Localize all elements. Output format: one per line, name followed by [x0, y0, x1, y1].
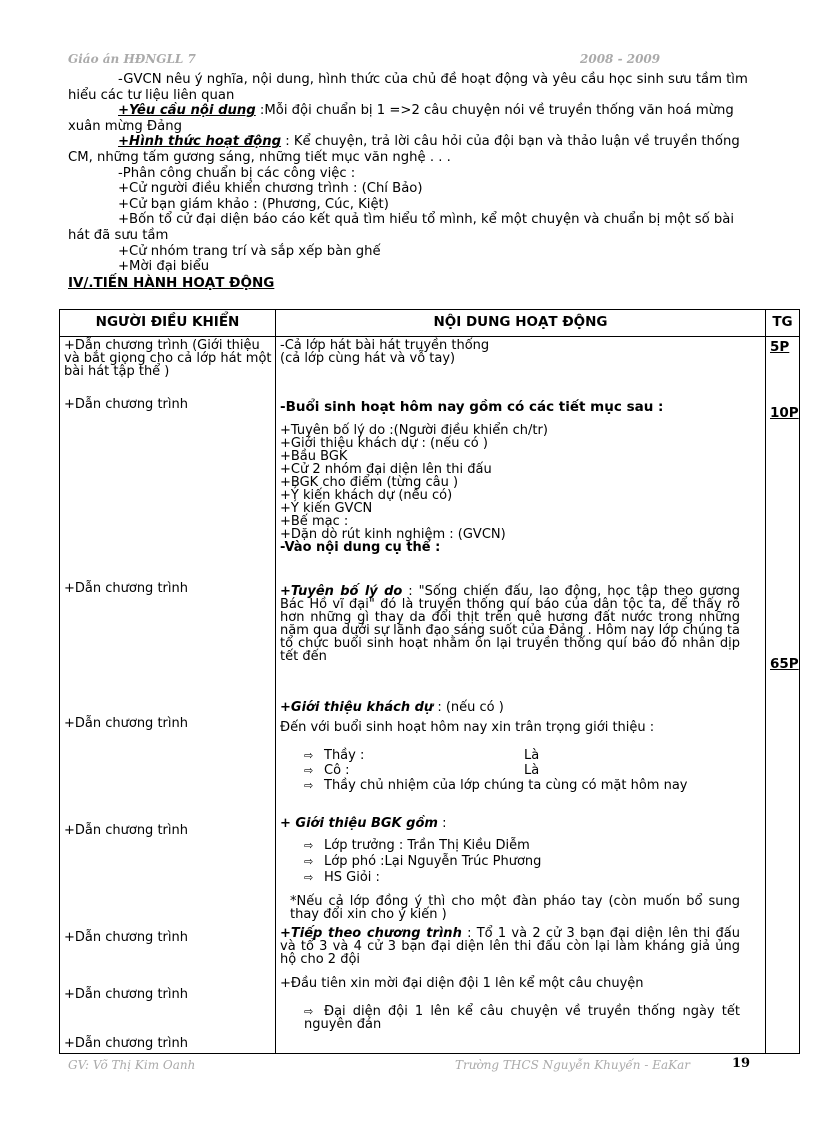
intro-p6: +Mời đại biểu — [118, 259, 210, 275]
content-program-title: -Buổi sinh hoạt hôm nay gồm có các tiết mục sau : — [280, 399, 664, 415]
list-item: ⇨ Lớp trưởng : Trần Thị Kiều Diễm — [304, 838, 530, 853]
time-value: 10P — [770, 405, 799, 421]
content-reason: +Tuyên bố lý do : "Sống chiến đấu, lao động, học tập theo gương Bác Hồ vĩ đại" đó là truyền thống quí báo của dân tộc ta, để thấy rõ hơn những gì thay da đổi thịt trên quê hương đất nước trong những năm qua dưới sự lãnh đạo sáng suốt của Đảng . Hôm nay lớp chúng ta tổ chức buổi sinh hoạt nhằm ôn lại truyền thống quí báo đó nhân dịp tết đến — [280, 584, 740, 664]
header-left: Giáo án HĐNGLL 7 — [68, 52, 196, 66]
guest-list — [304, 749, 740, 792]
leader-mc: +Dẫn chương trình — [64, 930, 188, 945]
col-header-leader: NGƯỜI ĐIỀU KHIỂN — [60, 310, 276, 337]
list-item: ⇨ Thầy chủ nhiệm của lớp chúng ta cùng có mặt hôm nay — [304, 778, 688, 793]
section-heading: IV/.TIẾN HÀNH HOẠT ĐỘNG — [68, 274, 275, 291]
arrow-icon: ⇨ — [304, 871, 314, 884]
content-cell — [276, 337, 766, 1054]
content-sing: -Cả lớp hát bài hát truyền thống — [280, 338, 490, 353]
list-item: +Bầu BGK — [280, 449, 348, 464]
col-header-content: NỘI DUNG HOẠT ĐỘNG — [276, 310, 766, 337]
list-item: ⇨ Cô : Là — [304, 763, 540, 778]
list-item: +Giới thiệu khách dự : (nếu có ) — [280, 436, 488, 451]
arrow-icon: ⇨ — [304, 764, 314, 777]
leader-mc: +Dẫn chương trình — [64, 823, 188, 838]
leader-mc: +Dẫn chương trình — [64, 397, 188, 412]
list-item: ⇨ Thầy : Là — [304, 748, 540, 763]
intro-p5: +Cử nhóm trang trí và sắp xếp bàn ghế — [118, 243, 381, 259]
intro-line: +Cử bạn giám khảo : (Phương, Cúc, Kiệt) — [118, 196, 389, 212]
content-bgk-title: + Giới thiệu BGK gồm : — [280, 816, 447, 831]
list-item: ⇨ HS Giỏi : — [304, 870, 380, 885]
table-header-row — [60, 310, 800, 337]
activity-table — [59, 309, 800, 1054]
content-sing-note: (cả lớp cùng hát và vỗ tay) — [280, 351, 456, 366]
arrow-icon: ⇨ — [304, 839, 314, 852]
intro-p3: +Hình thức hoạt động : Kể chuyện, trả lời câu hỏi của đội bạn và thảo luận về truyền thống CM, những tấm gương sáng, những tiết mục văn nghệ . . . — [68, 134, 740, 165]
list-item: +Tuyên bố lý do :(Người điều khiển ch/tr) — [280, 423, 548, 438]
header-right: 2008 - 2009 — [580, 52, 661, 66]
list-item: +BGK cho điểm (từng câu ) — [280, 475, 459, 490]
table-row — [60, 337, 800, 1054]
content-story: ⇨ Đại diện đội 1 lên kể câu chuyện về truyền thống ngày tết nguyên đán — [304, 1004, 740, 1032]
intro-p2: +Yêu cầu nội dung :Mỗi đội chuẩn bị 1 =>2 câu chuyện nói về truyền thống văn hoá mừng xuân mừng Đảng — [68, 103, 734, 134]
leader-mc: +Dẫn chương trình — [64, 1036, 188, 1051]
content-into: -Vào nội dung cụ thể : — [280, 540, 441, 555]
footer-right: Trường THCS Nguyễn Khuyến - EaKar — [455, 1058, 690, 1072]
leader-mc: +Dẫn chương trình — [64, 716, 188, 731]
leader-mc: +Dẫn chương trình — [64, 581, 188, 596]
leader-first: +Dẫn chương trình (Giới thiệu và bắt giọng cho cả lớp hát một bài hát tập thể ) — [64, 338, 272, 379]
time-cell — [766, 337, 800, 1054]
arrow-icon: ⇨ — [304, 779, 314, 792]
intro-line: +Cử người điều khiển chương trình : (Chí Bảo) — [118, 181, 423, 197]
list-item: +Cử 2 nhóm đại diện lên thi đấu — [280, 462, 492, 477]
intro-p4: +Bốn tổ cử đại diện báo cáo kết quả tìm hiểu tổ mình, kể một chuyện và chuẩn bị một số bài hát đã sưu tầm — [68, 212, 735, 243]
list-item: ⇨ Lớp phó :Lại Nguyễn Trúc Phương — [304, 854, 542, 869]
arrow-icon: ⇨ — [304, 855, 314, 868]
intro-p1: -GVCN nêu ý nghĩa, nội dung, hình thức của chủ đề hoạt động và yêu cầu học sinh sưu tầm tìm hiểu các tư liệu liên quan — [68, 72, 748, 103]
list-item: +Dặn dò rút kinh nghiệm : (GVCN) — [280, 527, 506, 542]
content-guests-intro: Đến với buổi sinh hoạt hôm nay xin trân trọng giới thiệu : — [280, 720, 655, 735]
list-item: +Bế mạc : — [280, 514, 349, 529]
leader-cell — [60, 337, 276, 1054]
col-header-time: TG — [766, 310, 800, 337]
program-list — [280, 424, 740, 554]
intro-section — [68, 72, 758, 291]
content-applause: *Nếu cả lớp đồng ý thì cho một đàn pháo tay (còn muốn bổ sung thay đổi xin cho ý kiến ) — [290, 894, 740, 922]
arrow-icon: ⇨ — [304, 749, 314, 762]
list-item: +Ý kiến khách dự (nếu có) — [280, 488, 453, 503]
leader-mc: +Dẫn chương trình — [64, 987, 188, 1002]
content-first-team: +Đầu tiên xin mời đại diện đội 1 lên kể một câu chuyện — [280, 976, 644, 991]
list-item: +Ý kiến GVCN — [280, 501, 373, 516]
content-guests-title: +Giới thiệu khách dự : (nếu có ) — [280, 700, 504, 715]
intro-line: -Phân công chuẩn bị các công việc : — [118, 165, 356, 181]
content-next: +Tiếp theo chương trình : Tổ 1 và 2 cử 3 bạn đại diện lên thi đấu và tổ 3 và 4 cử 3 bạn đại diện lên thi đấu còn lại làm kháng giả ủng hộ cho 2 đội — [280, 926, 741, 967]
arrow-icon: ⇨ — [304, 1005, 314, 1018]
footer-left: GV: Võ Thị Kim Oanh — [68, 1058, 196, 1072]
bgk-list — [304, 839, 740, 887]
time-value: 5P — [770, 339, 790, 355]
page-number: 19 — [732, 1056, 751, 1071]
time-value: 65P — [770, 656, 799, 672]
